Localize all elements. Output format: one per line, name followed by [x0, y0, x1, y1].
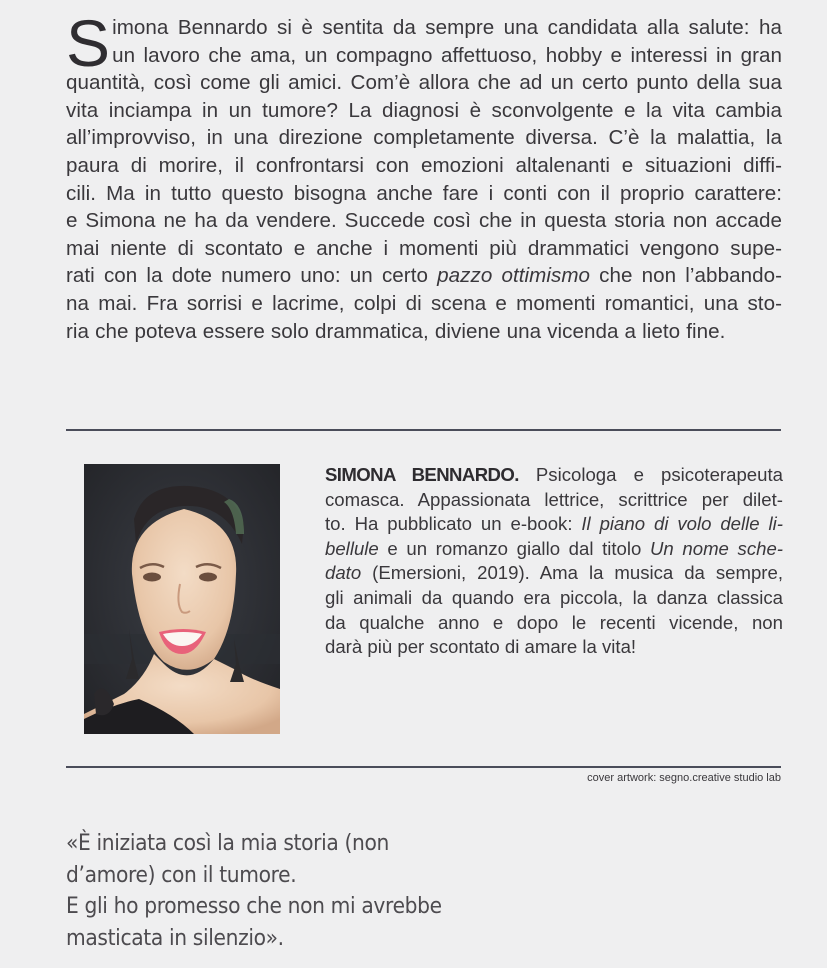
bio-line: darà più per scontato di amare la vita!: [325, 636, 637, 658]
author-photo: [84, 464, 280, 734]
back-cover-blurb: [66, 6, 782, 345]
bio-text: to. Ha pubblicato un e-book:: [325, 513, 582, 535]
section-divider-bottom: [66, 766, 781, 768]
quote-line: E gli ho promesso che non mi avrebbe: [66, 893, 442, 919]
blurb-line: ria che poteva essere solo drammatica, diviene una vicenda a lieto fine.: [66, 319, 726, 343]
pull-quote: [66, 828, 462, 954]
blurb-line: [66, 262, 782, 290]
blurb-line: imona Bennardo si è sentita da sempre una candidata alla salute: ha: [112, 16, 782, 39]
bio-line: da qualche anno e dopo le recenti vicende, non: [325, 611, 783, 633]
author-name: SIMONA BENNARDO.: [325, 464, 519, 485]
drop-cap: S: [66, 6, 111, 80]
blurb-text: rati con la dote numero uno: un certo: [66, 264, 438, 288]
blurb-line: na mai. Fra sorrisi e lacrime, colpi di scena e momenti romantici, una sto-: [66, 291, 782, 315]
bio-text: e un romanzo giallo dal titolo: [378, 537, 650, 559]
bio-line: gli animali da quando era piccola, la danza classica: [325, 586, 783, 608]
bio-line: [325, 463, 783, 488]
portrait-illustration: [84, 464, 280, 734]
cover-artwork-credit: cover artwork: segno.creative studio lab: [587, 772, 781, 784]
bio-text: (Emersioni, 2019). Ama la musica da sempre,: [361, 562, 783, 584]
book-title-ebook: Il piano di volo delle li-: [581, 513, 783, 535]
bio-text: Psicologa e psicoterapeuta: [518, 464, 783, 485]
blurb-line: all’improvviso, in una direzione completamente diversa. C’è la malattia, la: [66, 126, 782, 150]
blurb-line: cili. Ma in tutto questo bisogna anche fare i conti con il proprio carattere:: [66, 181, 782, 205]
bio-line: comasca. Appassionata lettrice, scrittrice per dilet-: [325, 488, 783, 510]
bio-line: [325, 537, 783, 562]
section-divider-top: [66, 429, 781, 431]
quote-line: «È iniziata così la mia storia (non: [66, 830, 390, 856]
author-bio: [325, 463, 783, 660]
bio-line: [325, 512, 783, 537]
blurb-line: vita inciampa in un tumore? La diagnosi è sconvolgente e la vita cambia: [66, 98, 782, 122]
book-title-novel: Un nome sche-: [650, 537, 783, 559]
blurb-line: mai niente di scontato e anche i momenti più drammatici vengono supe-: [66, 236, 782, 260]
blurb-text: che non l’abbando-: [590, 264, 782, 288]
blurb-emphasis: pazzo ottimismo: [437, 264, 591, 288]
book-title-novel: dato: [325, 562, 362, 584]
quote-line: d’amore) con il tumore.: [66, 861, 297, 888]
quote-line: masticata in silenzio».: [66, 924, 284, 951]
blurb-line: paura di morire, il confrontarsi con emozioni altalenanti e situazioni diffi-: [66, 153, 782, 177]
book-title-ebook: bellule: [325, 537, 379, 559]
blurb-line: e Simona ne ha da vendere. Succede così che in questa storia non accade: [66, 209, 782, 233]
blurb-line: quantità, così come gli amici. Com’è allora che ad un certo punto della sua: [66, 71, 782, 95]
bio-line: [325, 561, 783, 586]
blurb-line: un lavoro che ama, un compagno affettuoso, hobby e interessi in gran: [112, 43, 782, 67]
